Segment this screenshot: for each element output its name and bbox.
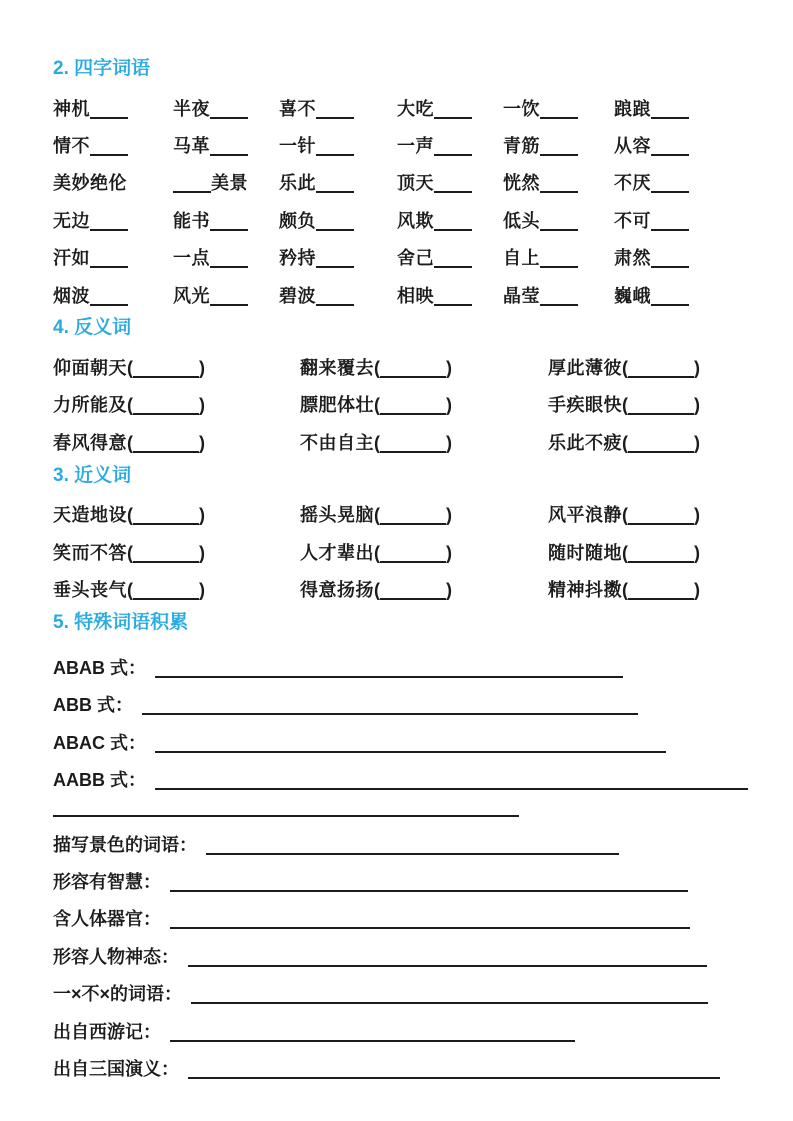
- word-blank-line: [540, 250, 578, 268]
- word-text: 风欺: [397, 210, 434, 231]
- answer-blank-line: [380, 545, 446, 563]
- word-text: 乐此不疲: [548, 432, 622, 453]
- word-blank-line: [316, 288, 354, 306]
- word-blank-line: [316, 101, 354, 119]
- word-item: [173, 282, 279, 308]
- section-heading-four-char-words: 2. 四字词语: [53, 58, 151, 79]
- word-text: 一点: [173, 248, 210, 269]
- word-text: 舍己: [397, 248, 434, 269]
- word-blank-line: [90, 213, 128, 231]
- answer-blank-line: [133, 582, 199, 600]
- open-paren: (: [622, 358, 628, 379]
- synonym-item: [300, 501, 548, 527]
- synonym-item: [53, 501, 300, 527]
- close-paren: ): [446, 395, 452, 416]
- close-paren: ): [446, 579, 452, 600]
- word-text: 精神抖擞: [548, 579, 622, 600]
- close-paren: ): [199, 542, 205, 563]
- fill-line-row: [53, 717, 748, 754]
- word-text: 春风得意: [53, 432, 127, 453]
- word-text: 膘肥体壮: [300, 395, 374, 416]
- word-item: [503, 169, 614, 195]
- synonym-grid: [53, 496, 748, 608]
- antonym-grid: [53, 348, 748, 460]
- close-paren: ): [446, 358, 452, 379]
- word-item: [53, 132, 173, 158]
- word-text: 翻来覆去: [300, 358, 374, 379]
- open-paren: (: [374, 395, 380, 416]
- close-paren: ): [199, 432, 205, 453]
- line-label: 描写景色的词语：: [53, 834, 197, 855]
- word-blank-line: [540, 288, 578, 306]
- word-text: 肃然: [614, 248, 651, 269]
- word-text: 随时随地: [548, 542, 622, 563]
- fill-blank-line: [206, 833, 619, 855]
- antonym-item: [300, 429, 548, 455]
- open-paren: (: [127, 358, 133, 379]
- word-item: [279, 207, 397, 233]
- open-paren: (: [622, 505, 628, 526]
- word-text: 风平浪静: [548, 505, 622, 526]
- word-blank-line: [651, 213, 689, 231]
- synonym-item: [300, 576, 548, 602]
- word-text: 仰面朝天: [53, 358, 127, 379]
- answer-blank-line: [380, 360, 446, 378]
- word-item: [173, 132, 279, 158]
- word-blank-line: [651, 175, 689, 193]
- word-blank-line: [173, 175, 211, 193]
- word-blank-line: [316, 138, 354, 156]
- word-text: 半夜: [173, 98, 210, 119]
- word-item: [279, 169, 397, 195]
- fill-line-row-continuation: [53, 792, 748, 819]
- word-text: 能书: [173, 210, 210, 231]
- word-item-blank-first: [173, 169, 279, 195]
- word-text: 摇头晃脑: [300, 505, 374, 526]
- word-item: [397, 207, 503, 233]
- word-text: 青筋: [503, 136, 540, 157]
- open-paren: (: [127, 505, 133, 526]
- word-item: [173, 244, 279, 270]
- synonym-item: [53, 539, 300, 565]
- antonym-item: [548, 354, 748, 380]
- answer-blank-line: [380, 507, 446, 525]
- word-text: 笑而不答: [53, 542, 127, 563]
- open-paren: (: [374, 432, 380, 453]
- line-label: 一×不×的词语：: [53, 984, 183, 1005]
- word-text: 相映: [397, 285, 434, 306]
- word-text: 厚此薄彼: [548, 358, 622, 379]
- fill-blank-line: [170, 907, 690, 929]
- fill-line-row: [53, 931, 748, 968]
- word-item: [279, 282, 397, 308]
- word-blank-line: [316, 250, 354, 268]
- word-text: 垂头丧气: [53, 579, 127, 600]
- word-blank-line: [434, 138, 472, 156]
- fill-line-row: [53, 1006, 748, 1043]
- fill-blank-line: [170, 1020, 575, 1042]
- word-item: [53, 207, 173, 233]
- open-paren: (: [374, 579, 380, 600]
- word-blank-line: [316, 175, 354, 193]
- antonym-item: [300, 391, 548, 417]
- answer-blank-line: [628, 397, 694, 415]
- word-text: 手疾眼快: [548, 395, 622, 416]
- word-text: 一声: [397, 136, 434, 157]
- word-text: 恍然: [503, 173, 540, 194]
- fill-line-row: [53, 680, 748, 717]
- word-item: [397, 132, 503, 158]
- answer-blank-line: [133, 435, 199, 453]
- word-item: [397, 282, 503, 308]
- word-text: 神机: [53, 98, 90, 119]
- special-lines: [53, 643, 748, 1081]
- close-paren: ): [694, 358, 700, 379]
- line-label: 形容有智慧：: [53, 872, 161, 893]
- word-item: [614, 95, 748, 121]
- open-paren: (: [374, 505, 380, 526]
- word-text: 无边: [53, 210, 90, 231]
- line-label: 出自三国演义：: [53, 1058, 179, 1079]
- synonym-item: [548, 576, 748, 602]
- word-blank-line: [210, 288, 248, 306]
- fill-line-row: [53, 819, 748, 856]
- antonym-item: [53, 429, 300, 455]
- open-paren: (: [622, 395, 628, 416]
- word-blank-line: [90, 250, 128, 268]
- word-text: 晶莹: [503, 285, 540, 306]
- close-paren: ): [446, 542, 452, 563]
- word-blank-line: [651, 288, 689, 306]
- word-blank-line: [540, 213, 578, 231]
- word-text: 一针: [279, 136, 316, 157]
- close-paren: ): [446, 505, 452, 526]
- fill-blank-line: [191, 982, 708, 1004]
- antonym-item: [548, 429, 748, 455]
- word-item: [614, 244, 748, 270]
- close-paren: ): [199, 395, 205, 416]
- word-item: [279, 132, 397, 158]
- word-text: 自上: [503, 248, 540, 269]
- fill-blank-line: [53, 795, 519, 817]
- word-text: 不厌: [614, 173, 651, 194]
- four-char-word-grid: [53, 89, 748, 313]
- word-blank-line: [434, 288, 472, 306]
- word-text: 美妙绝伦: [53, 173, 127, 194]
- answer-blank-line: [628, 507, 694, 525]
- answer-blank-line: [628, 545, 694, 563]
- close-paren: ): [446, 432, 452, 453]
- fill-blank-line: [155, 656, 623, 678]
- fill-line-row: [53, 643, 748, 680]
- close-paren: ): [694, 432, 700, 453]
- word-text: 汗如: [53, 248, 90, 269]
- word-text: 大吃: [397, 98, 434, 119]
- word-item: [397, 244, 503, 270]
- answer-blank-line: [380, 582, 446, 600]
- open-paren: (: [127, 432, 133, 453]
- synonym-item: [53, 576, 300, 602]
- open-paren: (: [127, 395, 133, 416]
- word-text: 一饮: [503, 98, 540, 119]
- fill-blank-line: [188, 1057, 720, 1079]
- word-blank-line: [434, 101, 472, 119]
- line-label: 形容人物神态：: [53, 946, 179, 967]
- word-blank-line: [540, 101, 578, 119]
- answer-blank-line: [133, 360, 199, 378]
- answer-blank-line: [628, 360, 694, 378]
- open-paren: (: [127, 579, 133, 600]
- word-item: [503, 132, 614, 158]
- fill-line-row: [53, 755, 748, 792]
- close-paren: ): [199, 579, 205, 600]
- word-item: [503, 282, 614, 308]
- word-text: 矜持: [279, 248, 316, 269]
- word-blank-line: [316, 213, 354, 231]
- close-paren: ): [199, 505, 205, 526]
- word-item: [614, 207, 748, 233]
- fill-blank-line: [188, 945, 707, 967]
- word-text: 不由自主: [300, 432, 374, 453]
- word-text: 顶天: [397, 173, 434, 194]
- section-heading-special-words: 5. 特殊词语积累: [53, 611, 189, 633]
- synonym-item: [548, 539, 748, 565]
- word-text: 人才辈出: [300, 542, 374, 563]
- word-item: [279, 95, 397, 121]
- line-label: 出自西游记：: [53, 1021, 161, 1042]
- close-paren: ): [199, 358, 205, 379]
- word-text: 乐此: [279, 173, 316, 194]
- word-text: 得意扬扬: [300, 579, 374, 600]
- open-paren: (: [622, 579, 628, 600]
- line-label: AABB 式：: [53, 770, 146, 791]
- word-item: [173, 207, 279, 233]
- word-blank-line: [210, 101, 248, 119]
- antonym-item: [548, 391, 748, 417]
- word-text: 风光: [173, 285, 210, 306]
- open-paren: (: [622, 432, 628, 453]
- antonym-item: [53, 354, 300, 380]
- fill-blank-line: [142, 693, 638, 715]
- word-item: [53, 282, 173, 308]
- word-text: 力所能及: [53, 395, 127, 416]
- answer-blank-line: [133, 507, 199, 525]
- word-item: [173, 95, 279, 121]
- word-item: [503, 244, 614, 270]
- word-blank-line: [90, 101, 128, 119]
- answer-blank-line: [380, 397, 446, 415]
- open-paren: (: [374, 358, 380, 379]
- word-text: 天造地设: [53, 505, 127, 526]
- answer-blank-line: [133, 545, 199, 563]
- line-label: ABB 式：: [53, 695, 133, 716]
- antonym-item: [300, 354, 548, 380]
- line-label: ABAB 式：: [53, 658, 146, 679]
- close-paren: ): [694, 505, 700, 526]
- word-item: [397, 169, 503, 195]
- word-item: [503, 95, 614, 121]
- line-label: 含人体器官：: [53, 909, 161, 930]
- word-text: 巍峨: [614, 285, 651, 306]
- word-item: [53, 95, 173, 121]
- synonym-item: [548, 501, 748, 527]
- word-blank-line: [434, 250, 472, 268]
- word-blank-line: [90, 288, 128, 306]
- word-text: 踉踉: [614, 98, 651, 119]
- word-blank-line: [651, 138, 689, 156]
- word-blank-line: [434, 175, 472, 193]
- fill-line-row: [53, 857, 748, 894]
- word-item: [397, 95, 503, 121]
- word-blank-line: [651, 101, 689, 119]
- word-item: [53, 244, 173, 270]
- close-paren: ): [694, 542, 700, 563]
- word-blank-line: [210, 250, 248, 268]
- word-text: 低头: [503, 210, 540, 231]
- close-paren: ): [694, 579, 700, 600]
- word-blank-line: [210, 213, 248, 231]
- section-heading-antonyms: 4. 反义词: [53, 317, 132, 339]
- word-text: 从容: [614, 136, 651, 157]
- fill-blank-line: [155, 768, 748, 790]
- fill-blank-line: [155, 731, 666, 753]
- word-blank-line: [434, 213, 472, 231]
- fill-line-row: [53, 969, 748, 1006]
- fill-line-row: [53, 894, 748, 931]
- answer-blank-line: [628, 435, 694, 453]
- word-blank-line: [540, 175, 578, 193]
- close-paren: ): [694, 395, 700, 416]
- answer-blank-line: [380, 435, 446, 453]
- antonym-item: [53, 391, 300, 417]
- word-item: [279, 244, 397, 270]
- word-blank-line: [210, 138, 248, 156]
- open-paren: (: [127, 542, 133, 563]
- word-text: 美景: [211, 173, 248, 194]
- open-paren: (: [374, 542, 380, 563]
- word-blank-line: [90, 138, 128, 156]
- word-item: [614, 282, 748, 308]
- word-text: 喜不: [279, 98, 316, 119]
- word-item: [614, 169, 748, 195]
- fill-blank-line: [170, 870, 688, 892]
- word-text: 碧波: [279, 285, 316, 306]
- word-text: 马革: [173, 136, 210, 157]
- word-item: [614, 132, 748, 158]
- word-text: 情不: [53, 136, 90, 157]
- word-text: 烟波: [53, 285, 90, 306]
- section-heading-synonyms: 3. 近义词: [53, 464, 132, 486]
- open-paren: (: [622, 542, 628, 563]
- word-blank-line: [651, 250, 689, 268]
- word-blank-line: [540, 138, 578, 156]
- answer-blank-line: [133, 397, 199, 415]
- answer-blank-line: [628, 582, 694, 600]
- word-item: [503, 207, 614, 233]
- word-text: 不可: [614, 210, 651, 231]
- line-label: ABAC 式：: [53, 732, 146, 753]
- word-item-complete: [53, 169, 173, 195]
- synonym-item: [300, 539, 548, 565]
- word-text: 颇负: [279, 210, 316, 231]
- fill-line-row: [53, 1044, 748, 1081]
